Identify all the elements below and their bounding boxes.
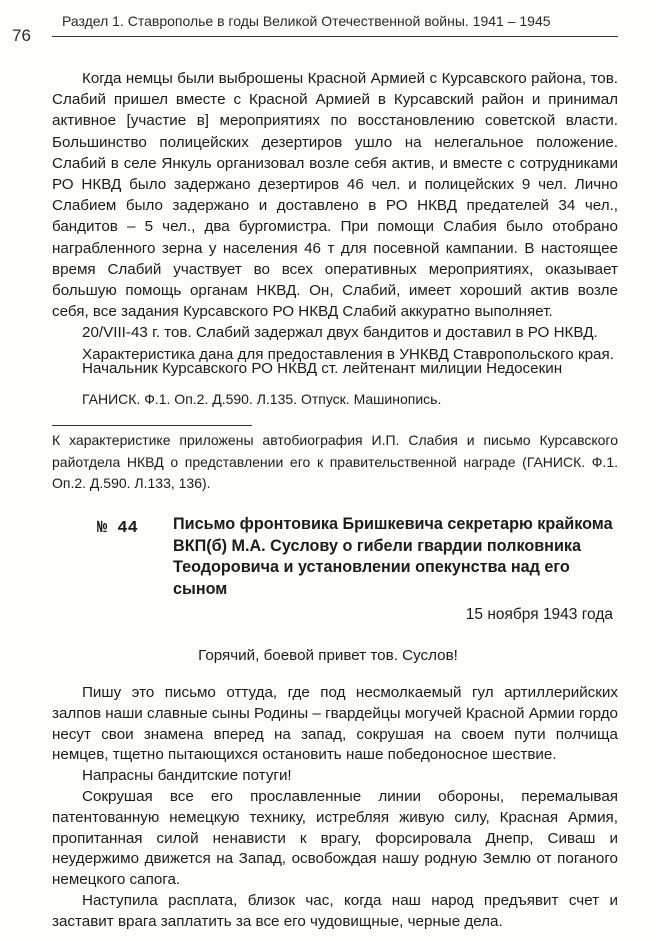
footnote: К характеристике приложены автобиография И.П. Слабия и письмо Курсавского райотдела НКВД о представлении его к правительственной награде (ГАНИСК. Ф.1. Оп.2. Д.590. Л.133, 136). [52,432,618,491]
page-number: 76 [12,26,31,45]
archive-reference: ГАНИСК. Ф.1. Оп.2. Д.590. Л.135. Отпуск. Машинопись. [82,391,442,407]
paragraph: Пишу это письмо оттуда, где под несмолкаемый гул артиллерийских залпов наши славные сыны Родины – гвардейцы могучей Красной Армии гордо несут свои знамена вперед на запад, сокрушая на своем пути полчища немцев, тщетно пытающихся остановить наше победоносное шествие. [52,684,618,764]
signature-line: Начальник Курсавского РО НКВД ст. лейтенант милиции Недосекин [82,360,563,377]
characteristic-text [52,68,618,365]
document-title: Письмо фронтовика Бришкевича секретарю крайкома ВКП(б) М.А. Суслову о гибели гвардии полковника Теодоровича и установлении опекунства над его сыном [173,515,613,598]
running-header: Раздел 1. Ставрополье в годы Великой Отечественной войны. 1941 – 1945 [62,13,551,29]
document-date: 15 ноября 1943 года [465,606,613,623]
paragraph: Сокрушая все его прославленные линии обороны, перемалывая патентованную немецкую технику, истребляя живую силу, Красная Армия, пропитанная силой ненависти к врагу, форсировала Днепр, Сиваш и неудержимо движется на Запад, освобождая нашу родную Землю от поганого немецкого сапога. [52,787,618,889]
footnote-rule [52,425,252,426]
paragraph: Наступила расплата, близок час, когда наш народ предъявит счет и заставит врага заплатить за все его чудовищные, черные дела. [52,891,618,930]
paragraph: 20/VIII-43 г. тов. Слабий задержал двух бандитов и доставил в РО НКВД. [82,324,598,342]
letter-greeting: Горячий, боевой привет тов. Суслов! [198,647,458,664]
header-rule [52,36,618,37]
paragraph: Когда немцы были выброшены Красной Армией с Курсавского района, тов. Слабий пришел вместе с Красной Армией в Курсавский район и принимал активное [участие в] мероприятиях по восстановлению советской власти. Большинство полицейских дезертиров ушло на нелегальное положение. Слабий в селе Янкуль организовал возле себя актив, и вместе с сотрудниками РО НКВД было задержано дезертиров 46 чел. и полицейских 9 чел. Лично Слабием было задержано и доставлено в РО НКВД предателей 34 чел., бандитов – 5 чел., два бургомистра. При помощи Слабия было отобрано награбленного зерна у населения 46 т для посевной кампании. В настоящее время Слабий участвует во всех оперативных мероприятиях, оказывает большую помощь органам НКВД. Он, Слабий, имеет хороший актив возле себя, все задания Курсавского РО НКВД Слабий аккуратно выполняет. [52,70,618,321]
paragraph: Характеристика дана для предоставления в УНКВД Ставропольского края. [82,345,614,363]
document-number: № 44 [97,519,138,538]
paragraph: Напрасны бандитские потуги! [82,767,292,785]
letter-text [52,683,618,933]
